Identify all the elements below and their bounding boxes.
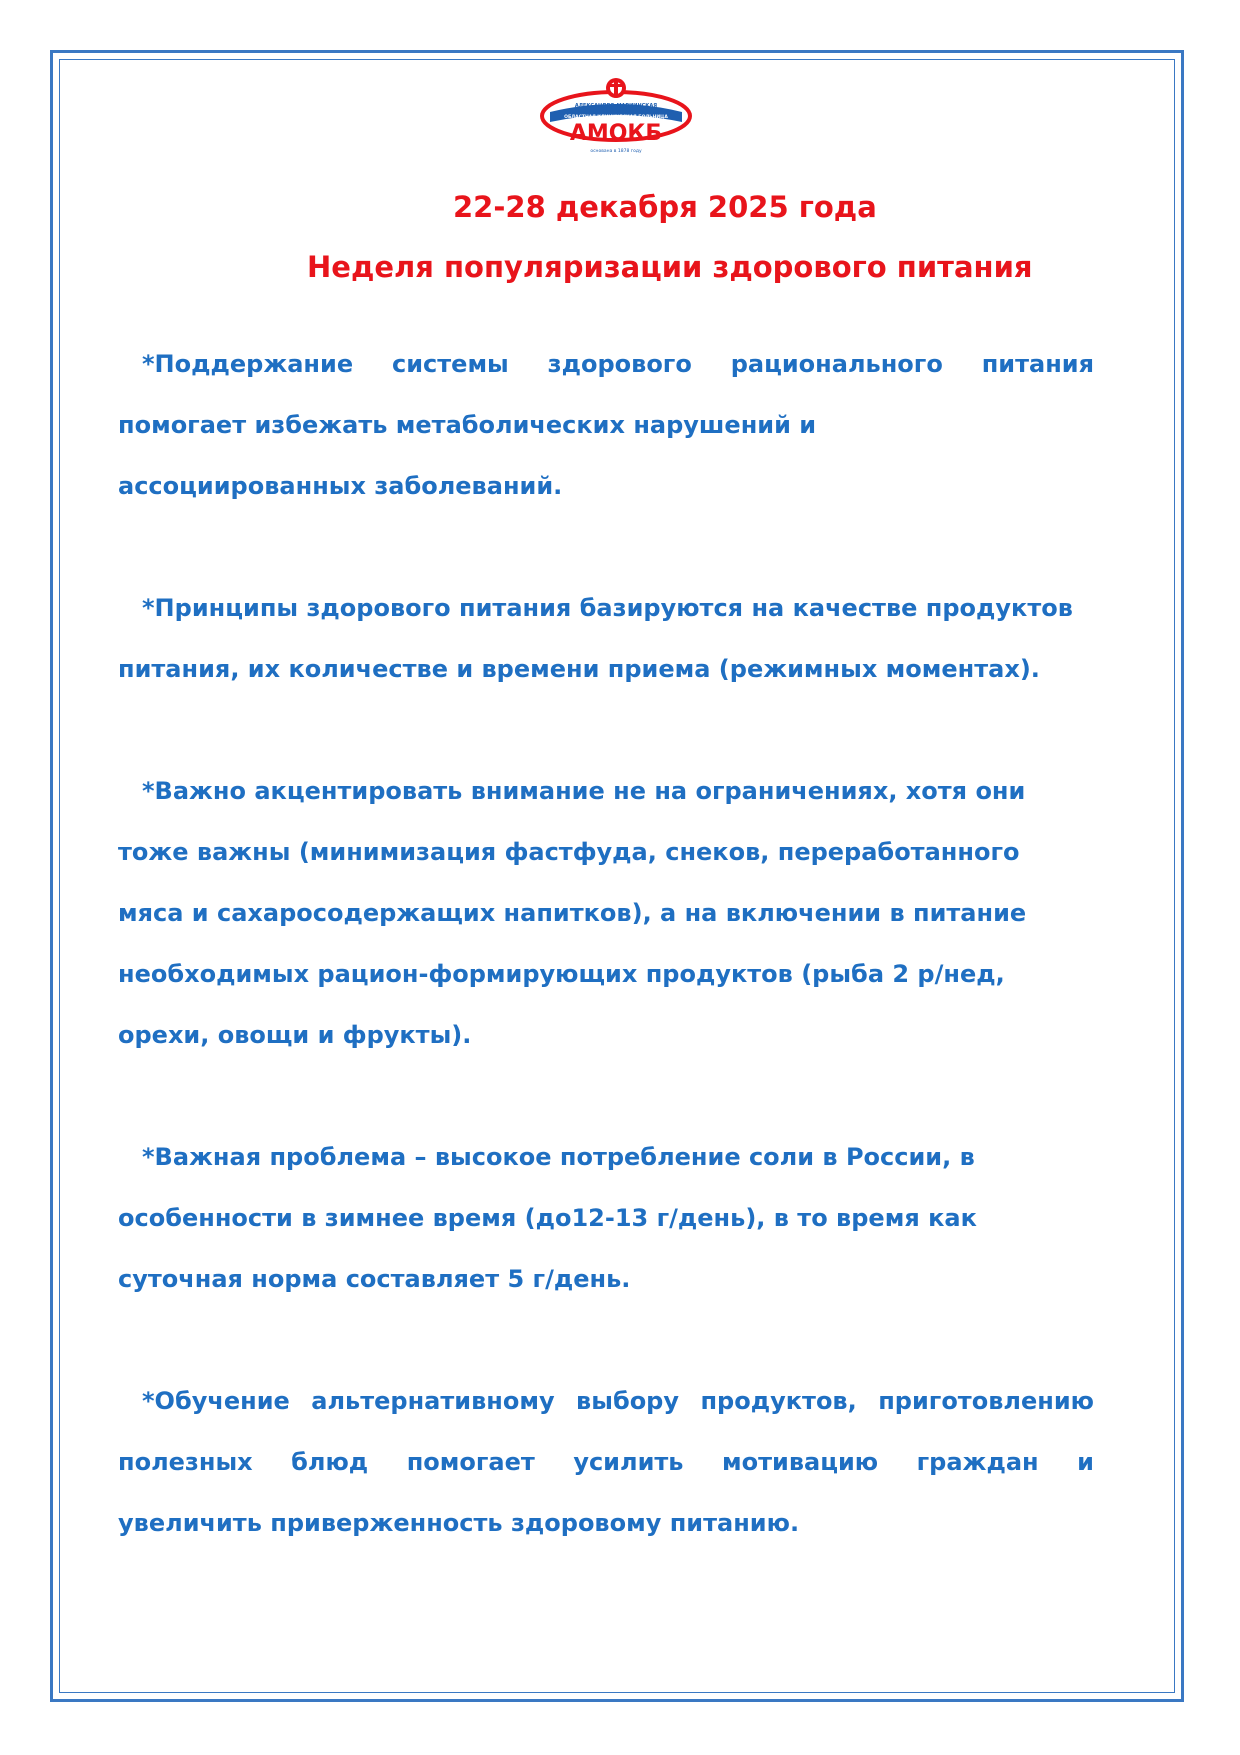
word: выбору xyxy=(576,1387,680,1415)
paragraph-line xyxy=(142,1387,1094,1415)
paragraph-line: мяса и сахаросодержащих напитков), а на включении в питание xyxy=(118,899,1027,927)
paragraph-line: *Важно акцентировать внимание не на ограничениях, хотя они xyxy=(142,777,1026,805)
word: граждан xyxy=(916,1448,1039,1476)
svg-text:АЛЕКСАНДРО-МАРИИНСКАЯ: АЛЕКСАНДРО-МАРИИНСКАЯ xyxy=(574,103,658,109)
event-title: Неделя популяризации здорового питания xyxy=(307,250,1033,284)
word: помогает xyxy=(406,1448,535,1476)
word: *Поддержание xyxy=(142,350,354,378)
hospital-logo-icon xyxy=(536,74,696,156)
paragraph-line: увеличить приверженность здоровому питанию. xyxy=(118,1509,800,1537)
word: продуктов, xyxy=(700,1387,857,1415)
paragraph-line: особенности в зимнее время (до12-13 г/день), в то время как xyxy=(118,1204,977,1232)
word: блюд xyxy=(291,1448,369,1476)
paragraph-line: ассоциированных заболеваний. xyxy=(118,472,563,500)
word: мотивацию xyxy=(721,1448,879,1476)
word: системы xyxy=(391,350,509,378)
word: приготовлению xyxy=(878,1387,1094,1415)
word: полезных xyxy=(118,1448,253,1476)
paragraph-line: *Важная проблема – высокое потребление соли в России, в xyxy=(142,1143,975,1171)
svg-text:основана в 1878 году: основана в 1878 году xyxy=(590,149,642,154)
word: *Обучение xyxy=(142,1387,290,1415)
paragraph-line xyxy=(118,1448,1094,1476)
word: питания xyxy=(981,350,1094,378)
paragraph-line: *Принципы здорового питания базируются на качестве продуктов xyxy=(142,594,1073,622)
paragraph-line: необходимых рацион-формирующих продуктов (рыба 2 р/нед, xyxy=(118,960,1005,988)
paragraph-line xyxy=(142,350,1094,378)
word: здорового xyxy=(547,350,692,378)
event-date: 22-28 декабря 2025 года xyxy=(453,190,877,224)
paragraph-line: орехи, овощи и фрукты). xyxy=(118,1021,472,1049)
word: усилить xyxy=(573,1448,684,1476)
svg-text:ОБЛАСТНАЯ КЛИНИЧЕСКАЯ БОЛЬНИЦА: ОБЛАСТНАЯ КЛИНИЧЕСКАЯ БОЛЬНИЦА xyxy=(564,115,668,120)
word: и xyxy=(1077,1448,1094,1476)
word: рационального xyxy=(730,350,943,378)
word: альтернативному xyxy=(311,1387,555,1415)
paragraph-line: тоже важны (минимизация фастфуда, снеков, переработанного xyxy=(118,838,1020,866)
svg-text:АМОКБ: АМОКБ xyxy=(569,121,663,146)
paragraph-line: суточная норма составляет 5 г/день. xyxy=(118,1265,631,1293)
paragraph-line: питания, их количестве и времени приема (режимных моментах). xyxy=(118,655,1040,683)
paragraph-line: помогает избежать метаболических нарушений и xyxy=(118,411,817,439)
